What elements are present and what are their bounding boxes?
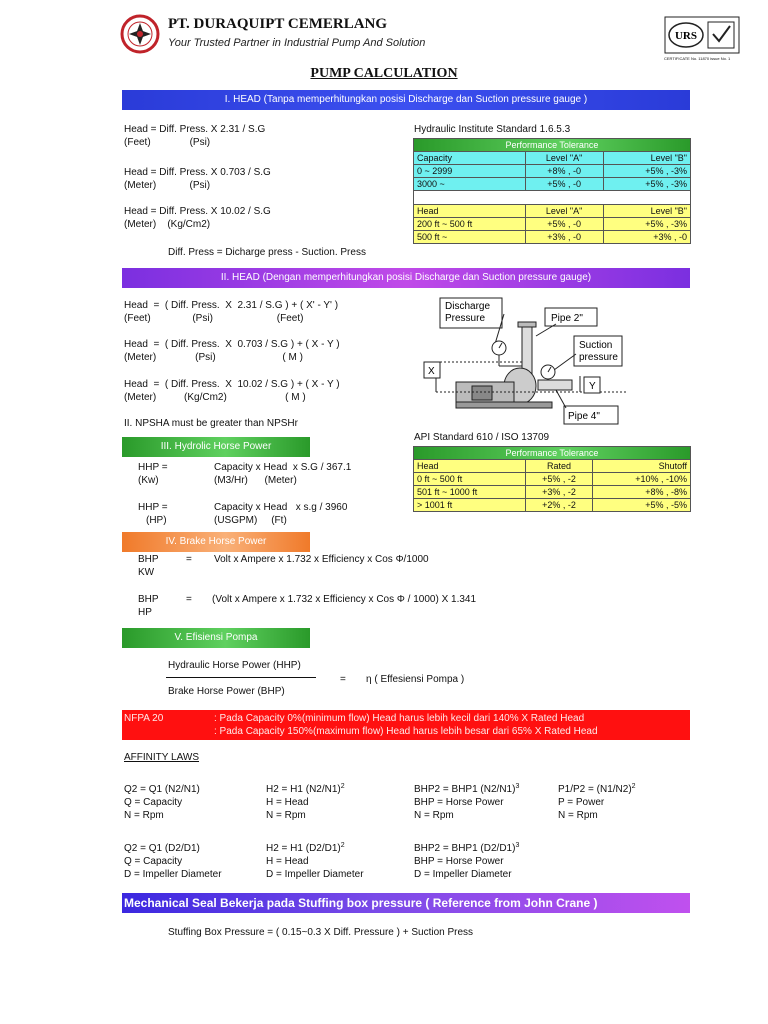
api-table-header: Performance Tolerance: [414, 447, 691, 460]
table-cell: +5% , -2: [525, 473, 593, 486]
affinity-head-diameter-exp: 2: [340, 842, 345, 849]
affinity-power-diameter-text: BHP2 = BHP1 (D2/D1): [414, 843, 516, 854]
table-row: [414, 499, 691, 512]
table-cell: +3% , -2: [525, 486, 593, 499]
certificate-number: CERTIFICATE No. 11870 issue No. 1: [664, 56, 731, 61]
table-cell: Capacity: [414, 152, 526, 165]
section-5-bar: V. Efisiensi Pompa: [122, 628, 310, 648]
table-row: [414, 473, 691, 486]
table-row: [414, 218, 691, 231]
label-pressure-2: pressure: [579, 352, 618, 363]
table-row: [414, 231, 691, 244]
urs-label: URS: [674, 30, 698, 42]
section-4-bar: IV. Brake Horse Power: [122, 532, 310, 552]
hhp-hp-unit: (HP): [146, 515, 167, 526]
hhp-kw-units: (M3/Hr) (Meter): [214, 475, 297, 486]
table-cell: Level "B": [603, 205, 690, 218]
table-cell: > 1001 ft: [414, 499, 526, 512]
table-cell: +5% , -0: [525, 218, 603, 231]
pump-diagram: [416, 296, 646, 428]
formula2-head-meter-psi: Head = ( Diff. Press. X 0.703 / S.G ) + ( X - Y ): [124, 339, 340, 350]
affinity-power-speed-bhp: BHP = Horse Power: [414, 797, 504, 808]
affinity-head-speed-h: H = Head: [266, 797, 309, 808]
formula-head-meter-kg-units: (Meter) (Kg/Cm2): [124, 219, 211, 230]
table-row: [414, 165, 691, 178]
table-cell: +5% , -0: [525, 178, 603, 191]
table-row: [414, 152, 691, 165]
nfpa-line-1: : Pada Capacity 0%(minimum flow) Head harus lebih kecil dari 140% X Rated Head: [214, 713, 585, 724]
table-cell: Rated: [525, 460, 593, 473]
npsh-note: II. NPSHA must be greater than NPSHr: [124, 418, 298, 429]
table-cell: +8% , -8%: [593, 486, 691, 499]
efficiency-result: η ( Effesiensi Pompa ): [366, 674, 465, 685]
bhp-hp-unit: HP: [138, 607, 152, 618]
diff-press-note: Diff. Press = Dicharge press - Suction. Press: [168, 247, 366, 258]
table-cell: +5% , -3%: [603, 178, 690, 191]
bhp-kw-unit: KW: [138, 567, 155, 578]
label-pressure: Pressure: [445, 313, 486, 324]
label-x: X: [428, 366, 435, 377]
api-standard-title: API Standard 610 / ISO 13709: [414, 432, 550, 443]
affinity-flow-speed: Q2 = Q1 (N2/N1): [124, 784, 200, 795]
hydraulic-tolerance-table: [413, 138, 691, 244]
bhp-kw-formula: Volt x Ampere x 1.732 x Efficiency x Cos Φ/1000: [214, 554, 429, 565]
table-spacer: [414, 191, 691, 205]
urs-certification-mark: [664, 16, 740, 54]
hhp-hp-formula: Capacity x Head x s.g / 3960: [214, 502, 348, 513]
affinity-power-speed-n: N = Rpm: [414, 810, 454, 821]
affinity-p-ratio-text: P1/P2 = (N1/N2): [558, 784, 632, 795]
formula-head-meter-psi-units: (Meter) (Psi): [124, 180, 211, 191]
bhp-hp-formula: (Volt x Ampere x 1.732 x Efficiency x Cos Φ / 1000) X 1.341: [212, 594, 477, 605]
affinity-head-speed-text: H2 = H1 (N2/N1): [266, 784, 341, 795]
table-row: [414, 178, 691, 191]
affinity-head-speed-exp: 2: [340, 783, 345, 790]
formula2-head-feet-units: (Feet) (Psi) (Feet): [124, 313, 304, 324]
affinity-head-diameter-h: H = Head: [266, 856, 309, 867]
table-cell: +5% , -5%: [593, 499, 691, 512]
table-cell: Shutoff: [593, 460, 691, 473]
table-row: [414, 205, 691, 218]
table-cell: +2% , -2: [525, 499, 593, 512]
affinity-flow-diameter: Q2 = Q1 (D2/D1): [124, 843, 200, 854]
affinity-flow-speed-n: N = Rpm: [124, 810, 164, 821]
table-cell: Head: [414, 460, 526, 473]
hhp-kw-formula: Capacity x Head x S.G / 367.1: [214, 462, 352, 473]
page-title: PUMP CALCULATION: [310, 66, 458, 81]
table-spacer-cell: [414, 191, 691, 205]
affinity-power-diameter: [414, 843, 519, 855]
affinity-power-speed-text: BHP2 = BHP1 (N2/N1): [414, 784, 516, 795]
table-cell: +3% , -0: [525, 231, 603, 244]
affinity-flow-speed-q: Q = Capacity: [124, 797, 183, 808]
table-cell: Level "A": [525, 152, 603, 165]
efficiency-numerator: Hydraulic Horse Power (HHP): [168, 660, 301, 671]
affinity-power-diameter-bhp: BHP = Horse Power: [414, 856, 504, 867]
formula-head-meter-kg: Head = Diff. Press. X 10.02 / S.G: [124, 206, 271, 217]
table-cell: 500 ft ~: [414, 231, 526, 244]
company-logo: [120, 14, 160, 54]
api-tolerance-table: [413, 446, 691, 512]
table-cell: +5% , -3%: [603, 165, 690, 178]
mechanical-seal-bar: Mechanical Seal Bekerja pada Stuffing box pressure ( Reference from John Crane ): [122, 893, 690, 913]
formula2-head-meter-psi-units: (Meter) (Psi) ( M ): [124, 352, 303, 363]
section-2-bar: II. HEAD (Dengan memperhitungkan posisi Discharge dan Suction pressure gauge): [122, 268, 690, 288]
formula-head-meter-psi: Head = Diff. Press. X 0.703 / S.G: [124, 167, 271, 178]
nfpa-line-2: : Pada Capacity 150%(maximum flow) Head harus lebih besar dari 65% X Rated Head: [214, 726, 598, 737]
affinity-flow-diameter-q: Q = Capacity: [124, 856, 183, 867]
formula2-head-meter-kg: Head = ( Diff. Press. X 10.02 / S.G ) + ( X - Y ): [124, 379, 340, 390]
affinity-head-diameter-d: D = Impeller Diameter: [266, 869, 364, 880]
table-cell: +3% , -0: [603, 231, 690, 244]
affinity-head-diameter-text: H2 = H1 (D2/D1): [266, 843, 341, 854]
affinity-power-speed: [414, 784, 519, 796]
affinity-head-speed-n: N = Rpm: [266, 810, 306, 821]
affinity-power-diameter-d: D = Impeller Diameter: [414, 869, 512, 880]
table-cell: 501 ft ~ 1000 ft: [414, 486, 526, 499]
section-3-bar: III. Hydrolic Horse Power: [122, 437, 310, 457]
table-row: [414, 486, 691, 499]
formula2-head-meter-kg-units: (Meter) (Kg/Cm2) ( M ): [124, 392, 306, 403]
affinity-p-ratio: [558, 784, 636, 796]
table-cell: Head: [414, 205, 526, 218]
affinity-head-speed: [266, 784, 345, 796]
label-suction: Suction: [579, 340, 613, 351]
table-cell: +8% , -0: [525, 165, 603, 178]
table-cell: 0 ft ~ 500 ft: [414, 473, 526, 486]
formula-head-feet-units: (Feet) (Psi): [124, 137, 211, 148]
label-discharge: Discharge: [445, 301, 491, 312]
hhp-hp-label: HHP =: [138, 502, 168, 513]
affinity-p-ratio-p: P = Power: [558, 797, 605, 808]
stuffing-box-formula: Stuffing Box Pressure = ( 0.15~0.3 X Diff. Pressure ) + Suction Press: [168, 927, 474, 938]
nfpa-label: NFPA 20: [124, 713, 164, 724]
table-cell: Level "A": [525, 205, 603, 218]
table-row: [414, 460, 691, 473]
hydraulic-table-header: Performance Tolerance: [414, 139, 691, 152]
bhp-kw-equals: =: [186, 554, 192, 565]
hydraulic-institute-title: Hydraulic Institute Standard 1.6.5.3: [414, 124, 571, 135]
table-cell: 3000 ~: [414, 178, 526, 191]
hhp-kw-label: HHP =: [138, 462, 168, 473]
efficiency-denominator: Brake Horse Power (BHP): [168, 686, 285, 697]
affinity-flow-diameter-d: D = Impeller Diameter: [124, 869, 222, 880]
company-tagline: Your Trusted Partner in Industrial Pump And Solution: [168, 37, 426, 49]
formula-head-feet: Head = Diff. Press. X 2.31 / S.G: [124, 124, 266, 135]
affinity-title: AFFINITY LAWS: [124, 752, 200, 763]
label-pipe-4: Pipe 4": [568, 411, 600, 422]
hhp-hp-units: (USGPM) (Ft): [214, 515, 287, 526]
table-cell: 0 ~ 2999: [414, 165, 526, 178]
company-name: PT. DURAQUIPT CEMERLANG: [168, 16, 388, 32]
label-pipe-2: Pipe 2": [551, 313, 583, 324]
affinity-power-speed-exp: 3: [515, 783, 520, 790]
affinity-p-ratio-exp: 2: [631, 783, 636, 790]
formula2-head-feet: Head = ( Diff. Press. X 2.31 / S.G ) + ( X' - Y' ): [124, 300, 339, 311]
hhp-kw-unit: (Kw): [138, 475, 159, 486]
section-1-bar: I. HEAD (Tanpa memperhitungkan posisi Discharge dan Suction pressure gauge ): [122, 90, 690, 110]
label-y: Y: [589, 381, 596, 392]
bhp-hp-label: BHP: [138, 594, 159, 605]
table-cell: +10% , -10%: [593, 473, 691, 486]
affinity-head-diameter: [266, 843, 345, 855]
table-cell: +5% , -3%: [603, 218, 690, 231]
table-cell: 200 ft ~ 500 ft: [414, 218, 526, 231]
table-cell: Level "B": [603, 152, 690, 165]
efficiency-equals: =: [340, 674, 346, 685]
affinity-power-diameter-exp: 3: [515, 842, 520, 849]
nfpa-bar: [122, 710, 690, 740]
fraction-line: [166, 677, 316, 678]
bhp-kw-label: BHP: [138, 554, 159, 565]
bhp-hp-equals: =: [186, 594, 192, 605]
affinity-p-ratio-n: N = Rpm: [558, 810, 598, 821]
